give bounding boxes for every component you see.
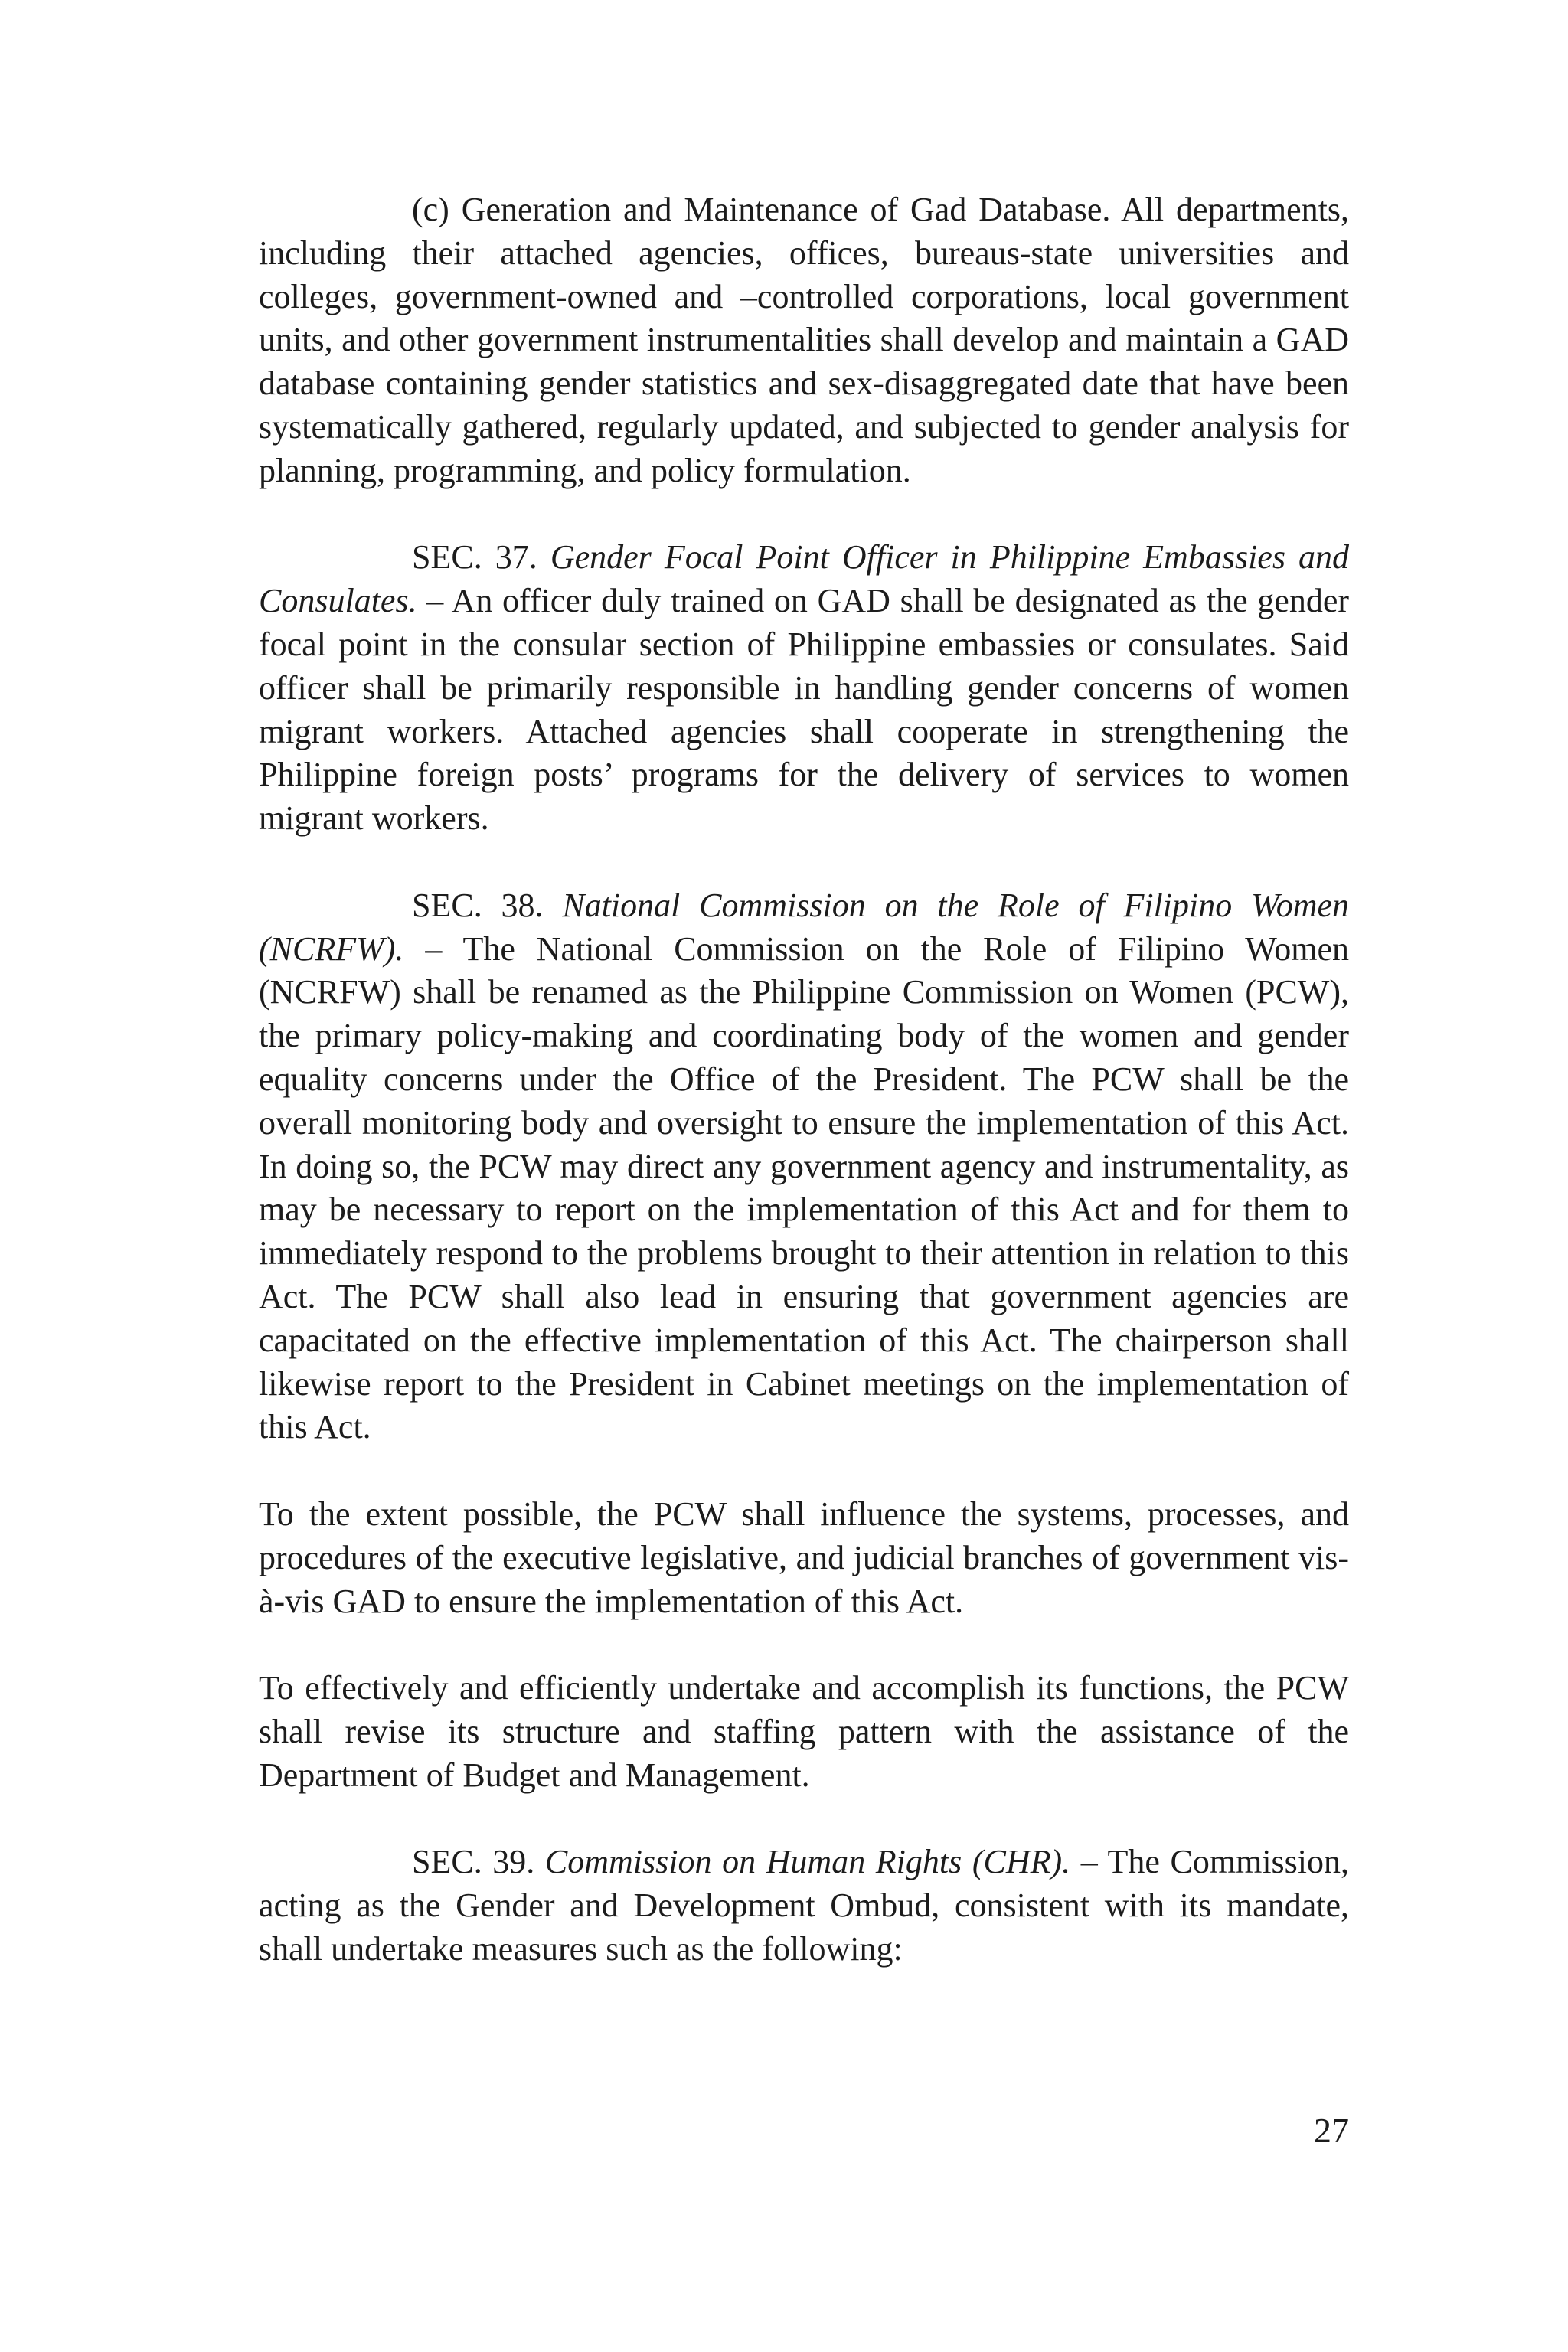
section-39 xyxy=(259,1841,1349,1971)
paragraph-effectively: To effectively and efficiently undertake and accomplish its functions, the PCW shall revise its structure and staffing pattern with the assistance of the Department of Budget and Management. xyxy=(259,1669,1349,1794)
paragraph-extent-possible: To the extent possible, the PCW shall influence the systems, processes, and procedures of the executive legislative, and judicial branches of government vis-à-vis GAD to ensure the implementation of this Act. xyxy=(259,1494,1349,1620)
page-number: 27 xyxy=(1314,2111,1349,2150)
section-37-body: – An officer duly trained on GAD shall be designated as the gender focal point in the consular section of Philippine embassies or consulates. Said officer shall be primarily responsible in handling gender concerns of women migrant workers. Attached agencies shall cooperate in strengthening the Philippine foreign posts’ programs for the delivery of services to women migrant workers. xyxy=(259,582,1350,838)
text-column xyxy=(259,188,1349,1971)
section-37 xyxy=(259,536,1349,841)
section-39-body: – The Commission, acting as the Gender and Development Ombud, consistent with its mandate, shall undertake measures such as the following: xyxy=(259,1843,1350,1968)
section-39-number: SEC. 39. xyxy=(412,1843,535,1881)
section-38 xyxy=(259,884,1349,1449)
paragraph-gad-database: (c) Generation and Maintenance of Gad Database. All departments, including their attached agencies, offices, bureaus-state universities and colleges, government-owned and –controlled corporations, local government units, and other government instrumentalities shall develop and maintain a GAD database containing gender statistics and sex-disaggregated date that have been systematically gathered, regularly updated, and subjected to gender analysis for planning, programming, and policy formulation. xyxy=(259,191,1349,489)
section-37-title: Gender Focal Point Officer in Philippine Embassies and Consulates. xyxy=(259,538,1350,620)
section-38-body: – The National Commission on the Role of Filipino Women (NCRFW) shall be renamed as the Philippine Commission on Women (PCW), the primary policy-making and coordinating body of the women and gender equality concerns under the Office of the President. The PCW shall be the overall monitoring body and oversight to ensure the implementation of this Act. In doing so, the PCW may direct any government agency and instrumentality, as may be necessary to report on the implementation of this Act and for them to immediately respond to the problems brought to their attention in relation to this Act. The PCW shall also lead in ensuring that government agencies are capacitated on the effective implementation of this Act. The chairperson shall likewise report to the President in Cabinet meetings on the implementation of this Act. xyxy=(259,929,1350,1446)
section-38-title: National Commission on the Role of Filipino Women (NCRFW). xyxy=(259,886,1349,968)
section-38-number: SEC. 38. xyxy=(412,886,544,924)
section-37-number: SEC. 37. xyxy=(412,538,537,577)
section-39-title: Commission on Human Rights (CHR). xyxy=(544,1843,1071,1881)
